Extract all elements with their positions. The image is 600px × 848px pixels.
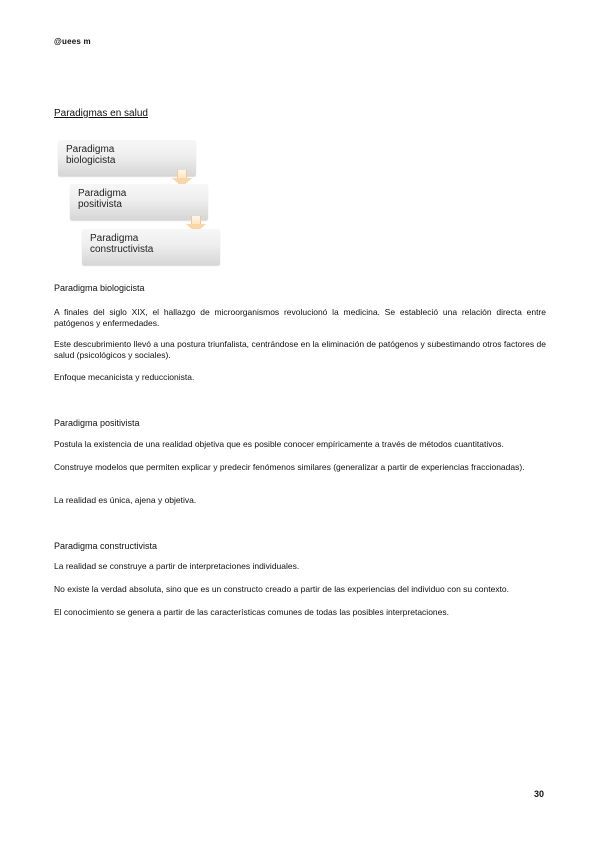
paragraph: Construye modelos que permiten explicar y predecir fenómenos similares (generalizar a partir de experiencias fraccionadas). [54,462,525,472]
heading-constructivista: Paradigma constructivista [54,541,158,551]
paragraph: El conocimiento se genera a partir de las características comunes de todas las posibles interpretaciones. [54,607,449,617]
section-title: Paradigmas en salud [54,108,148,119]
diagram-box-line2: constructivista [90,244,154,255]
paragraph: A finales del siglo XIX, el hallazgo de microorganismos revolucionó la medicina. Se estableció una relación directa entre patógenos y enfermedades. [54,307,546,328]
diagram-box-line1: Paradigma [90,233,139,244]
page-number: 30 [534,789,545,799]
paragraph: Postula la existencia de una realidad objetiva que es posible conocer empíricamente a través de métodos cuantitativos. [54,439,504,449]
diagram-box-line1: Paradigma [78,188,127,199]
diagram-box-constructivista [82,229,220,265]
header-logo: @uees m [54,37,91,46]
heading-positivista: Paradigma positivista [54,418,140,428]
diagram-box-line2: positivista [78,199,122,210]
diagram-box-line2: biologicista [66,155,116,166]
paragraph: La realidad es única, ajena y objetiva. [54,495,197,505]
paragraph: No existe la verdad absoluta, sino que es un constructo creado a partir de las experiencias del individuo con su contexto. [54,584,510,594]
paradigm-diagram [54,132,226,270]
heading-biologicista: Paradigma biologicista [54,283,145,293]
paragraph: La realidad se construye a partir de interpretaciones individuales. [54,561,300,571]
diagram-box-biologicista [58,140,196,176]
paragraph: Este descubrimiento llevó a una postura triunfalista, centrándose en la eliminación de patógenos y subestimando otros factores de salud (psicológicos y sociales). [54,339,546,360]
diagram-box-line1: Paradigma [66,144,115,155]
diagram-box-positivista [70,184,208,220]
paragraph: Enfoque mecanicista y reduccionista. [54,372,195,382]
